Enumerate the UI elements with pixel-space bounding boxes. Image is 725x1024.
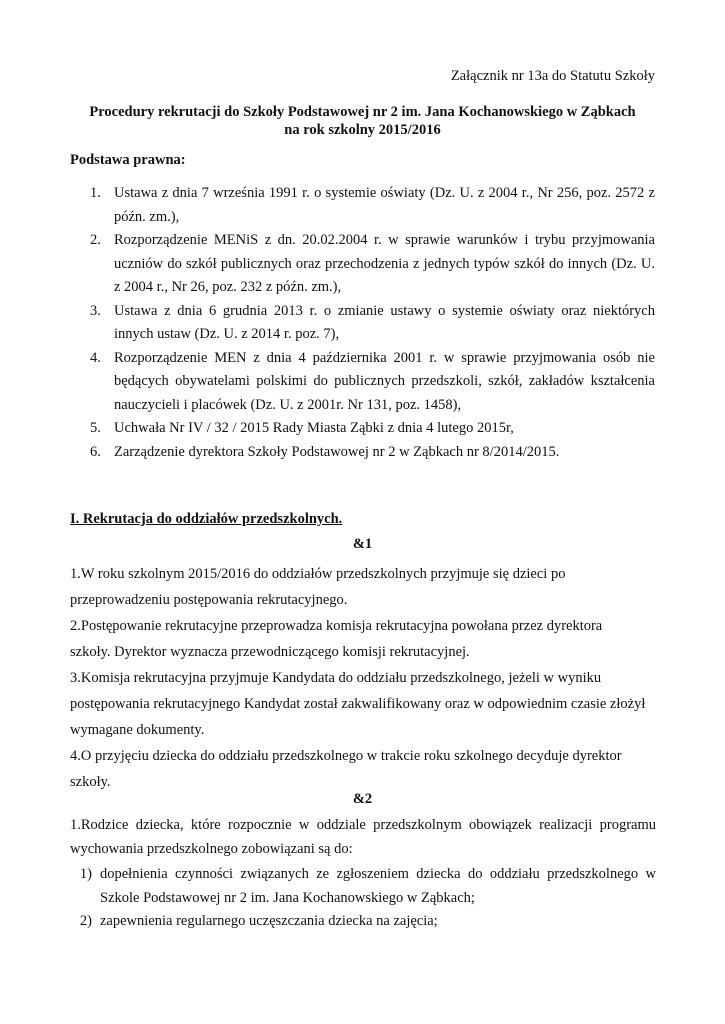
list-item-number: 1) (79, 866, 92, 882)
list-item (70, 300, 655, 347)
list-item-number: 5. (90, 420, 101, 436)
text-line: wymagane dokumenty. (70, 722, 205, 738)
list-item-text: dopełnienia czynności związanych ze zgłoszeniem dziecka do oddziału przedszkolnego w Szkole Podstawowej nr 2 im. Jana Kochanowskiego w Ząbkach; (100, 866, 656, 906)
obligations-list (70, 863, 656, 934)
list-item (70, 417, 655, 441)
list-item-number: 1. (90, 185, 101, 201)
text-line: przeprowadzeniu postępowania rekrutacyjnego. (70, 592, 348, 608)
paragraph-2-intro (70, 814, 656, 861)
list-item-text: Zarządzenie dyrektora Szkoły Podstawowej nr 2 w Ząbkach nr 8/2014/2015. (114, 443, 560, 460)
paragraph-1-body (70, 561, 660, 795)
text-line: 1.Rodzice dziecka, które rozpocznie w oddziale przedszkolnym obowiązek realizacji programu wychowania przedszkolnego zobowiązani są do: (70, 817, 656, 857)
paragraph-mark-2: &2 (352, 791, 373, 807)
list-item-number: 3. (90, 302, 101, 319)
list-item-number: 6. (90, 443, 101, 460)
list-item-text: Uchwała Nr IV / 32 / 2015 Rady Miasta Ząbki z dnia 4 lutego 2015r, (114, 420, 514, 436)
list-item-text: Ustawa z dnia 6 grudnia 2013 r. o zmianie ustawy o systemie oświaty oraz niektórych innych ustaw (Dz. U. z 2014 r. poz. 7), (114, 302, 655, 342)
list-item-text: Ustawa z dnia 7 września 1991 r. o systemie oświaty (Dz. U. z 2004 r., Nr 256, poz. 2572 z późn. zm.), (114, 185, 655, 225)
document-subtitle: na rok szkolny 2015/2016 (284, 122, 441, 138)
list-item-text: Rozporządzenie MENiS z dn. 20.02.2004 r. w sprawie warunków i trybu przyjmowania uczniów do szkół publicznych oraz przechodzenia z jednych typów szkół do innych (Dz. U. z 2004 r., Nr 26, poz. 232 z późn. zm.), (114, 232, 655, 295)
annex-note: Załącznik nr 13a do Statutu Szkoły (450, 68, 655, 84)
text-line: 2.Postępowanie rekrutacyjne przeprowadza komisja rekrutacyjna powołana przez dyrektora (70, 618, 603, 634)
list-item-number: 2) (79, 913, 92, 929)
list-item-number: 2. (90, 232, 101, 248)
list-item (70, 347, 655, 418)
list-item-number: 4. (90, 349, 101, 366)
list-item-text: zapewnienia regularnego uczęszczania dziecka na zajęcia; (100, 913, 438, 929)
list-item (70, 229, 655, 300)
document-title: Procedury rekrutacji do Szkoły Podstawowej nr 2 im. Jana Kochanowskiego w Ząbkach (89, 104, 636, 120)
text-line: 3.Komisja rekrutacyjna przyjmuje Kandydata do oddziału przedszkolnego, jeżeli w wyniku (70, 670, 602, 686)
text-line: postępowania rekrutacyjnego Kandydat został zakwalifikowany oraz w odpowiednim czasie złożył (70, 696, 646, 712)
text-line: szkoły. (70, 774, 111, 790)
list-item (70, 910, 656, 934)
list-item (70, 182, 655, 229)
section-heading: I. Rekrutacja do oddziałów przedszkolnych. (70, 511, 343, 527)
legal-basis-heading: Podstawa prawna: (70, 152, 186, 168)
paragraph-mark-1: &1 (352, 536, 373, 552)
text-line: 4.O przyjęciu dziecka do oddziału przedszkolnego w trakcie roku szkolnego decyduje dyrektor (70, 748, 622, 764)
legal-basis-list (70, 182, 655, 464)
text-line: 1.W roku szkolnym 2015/2016 do oddziałów przedszkolnych przyjmuje się dzieci po (70, 566, 566, 582)
list-item (70, 441, 655, 465)
text-line: szkoły. Dyrektor wyznacza przewodniczącego komisji rekrutacyjnej. (70, 644, 470, 660)
list-item (70, 863, 656, 910)
list-item-text: Rozporządzenie MEN z dnia 4 października 2001 r. w sprawie przyjmowania osób nie będących obywatelami polskimi do publicznych przedszkoli, szkół, zakładów kształcenia nauczycieli i placówek (Dz. U. z 2001r. Nr 131, poz. 1458), (114, 349, 655, 413)
